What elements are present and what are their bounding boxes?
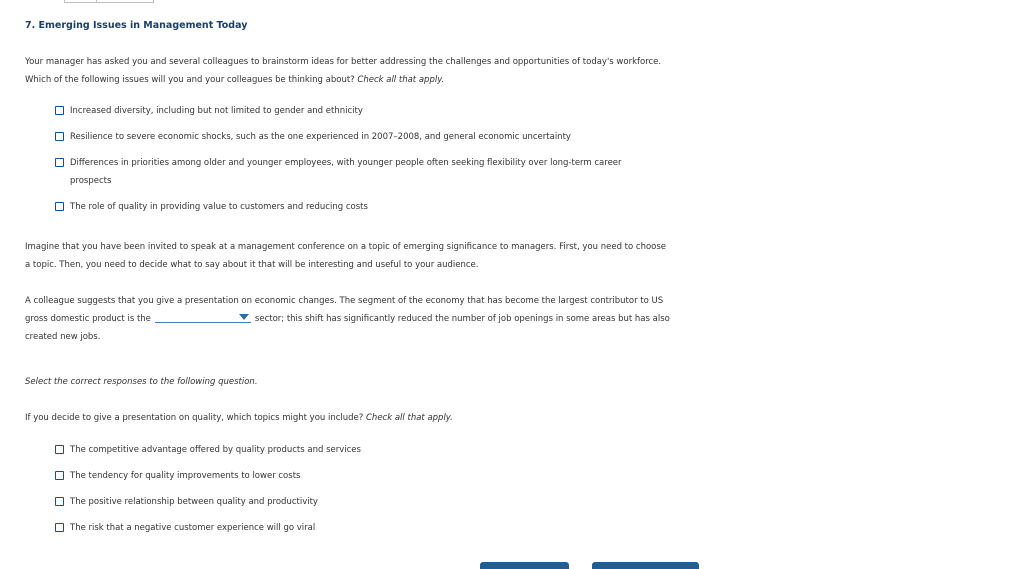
issue-label-3-line-1: Differences in priorities among older and younger employees, with younger people often seeking flexibility over long-term career	[70, 158, 622, 168]
issue-label-3	[70, 154, 622, 190]
quality-label-2: The tendency for quality improvements to lower costs	[70, 471, 301, 481]
quality-option-viral[interactable]	[55, 519, 315, 537]
economy-line-2	[25, 310, 670, 328]
chevron-down-icon	[239, 314, 249, 320]
nav-button-left[interactable]	[480, 562, 569, 569]
intro-paragraph	[25, 53, 661, 89]
economy-line-1: A colleague suggests that you give a presentation on economic changes. The segment of the economy that has become the largest contributor to US	[25, 296, 664, 306]
conference-line-1: Imagine that you have been invited to speak at a management conference on a topic of emerging significance to managers. First, you need to choose	[25, 242, 667, 252]
economy-paragraph	[25, 292, 670, 346]
quality-option-competitive[interactable]	[55, 441, 361, 459]
issue-label-4: The role of quality in providing value to customers and reducing costs	[70, 202, 368, 212]
issue-option-diversity[interactable]	[55, 102, 363, 120]
economy-text-after: sector; this shift has significantly reduced the number of job openings in some areas but has also	[254, 314, 670, 324]
intro-line-1: Your manager has asked you and several colleagues to brainstorm ideas for better addressing the challenges and opportunities of today's workforce.	[25, 57, 662, 67]
sector-dropdown[interactable]	[155, 310, 251, 323]
quality-label-4: The risk that a negative customer experience will go viral	[70, 523, 316, 533]
instruction-text	[25, 373, 258, 391]
quality-label-3: The positive relationship between quality and productivity	[70, 497, 318, 507]
quality-label-1: The competitive advantage offered by quality products and services	[70, 445, 361, 455]
issue-checkbox-4[interactable]	[55, 202, 64, 211]
intro-question: Which of the following issues will you and your colleagues be thinking about?	[25, 75, 358, 85]
quality-question	[25, 409, 453, 427]
issue-option-generations[interactable]	[55, 154, 622, 190]
conference-line-2: a topic. Then, you need to decide what to say about it that will be interesting and useful to your audience.	[25, 260, 479, 270]
intro-hint: Check all that apply.	[357, 75, 445, 85]
instruction-italic: Select the correct responses to the following question.	[25, 377, 258, 387]
quality-checkbox-3[interactable]	[55, 497, 64, 506]
issue-option-quality[interactable]	[55, 198, 368, 216]
quality-checkbox-1[interactable]	[55, 445, 64, 454]
top-tab-group[interactable]	[64, 0, 154, 3]
quality-question-text: If you decide to give a presentation on quality, which topics might you include?	[25, 413, 366, 423]
quality-checkbox-4[interactable]	[55, 523, 64, 532]
quality-checkbox-2[interactable]	[55, 471, 64, 480]
issue-label-1: Increased diversity, including but not limited to gender and ethnicity	[70, 106, 363, 116]
issue-label-3-line-2: prospects	[70, 176, 112, 186]
issue-checkbox-3[interactable]	[55, 158, 64, 167]
economy-text-before: gross domestic product is the	[25, 314, 151, 324]
issue-label-2: Resilience to severe economic shocks, such as the one experienced in 2007–2008, and general economic uncertainty	[70, 132, 571, 142]
intro-line-2	[25, 71, 661, 89]
conference-paragraph	[25, 238, 666, 274]
quality-option-costs[interactable]	[55, 467, 300, 485]
economy-line-3: created new jobs.	[25, 332, 101, 342]
issue-option-resilience[interactable]	[55, 128, 571, 146]
nav-button-right[interactable]	[592, 562, 699, 569]
section-title: 7. Emerging Issues in Management Today	[25, 20, 248, 31]
issue-checkbox-2[interactable]	[55, 132, 64, 141]
top-tab-divider	[96, 0, 97, 2]
issue-checkbox-1[interactable]	[55, 106, 64, 115]
quality-option-productivity[interactable]	[55, 493, 318, 511]
quality-question-hint: Check all that apply.	[366, 413, 453, 423]
